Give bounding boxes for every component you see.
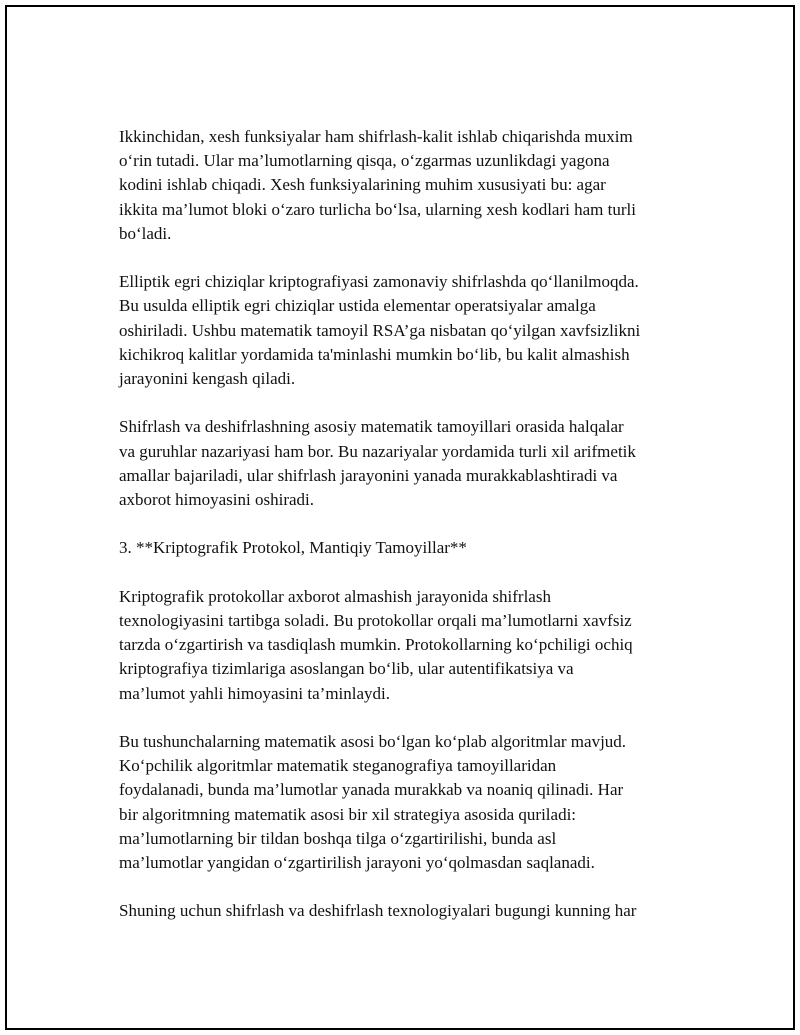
text-line: axborot himoyasini oshiradi. (119, 490, 315, 510)
text-line: Bu usulda elliptik egri chiziqlar ustida elementar operatsiyalar amalga (119, 296, 596, 316)
text-line: kichikroq kalitlar yordamida ta'minlashi mumkin bo‘lib, bu kalit almashish (119, 344, 630, 364)
text-line: amallar bajariladi, ular shifrlash jarayonini yanada murakkablashtiradi va (119, 465, 618, 485)
text-line: Kriptografik protokollar axborot almashish jarayonida shifrlash (119, 586, 551, 606)
document-body (119, 125, 709, 948)
text-line: ma’lumot yahli himoyasini ta’minlaydi. (119, 683, 391, 703)
text-line: jarayonini kengash qiladi. (119, 369, 296, 389)
heading-line: 3. **Kriptografik Protokol, Mantiqiy Tamoyillar** (119, 538, 467, 558)
paragraph-algorithms (119, 730, 709, 875)
page-frame (5, 5, 795, 1030)
section-heading (119, 536, 709, 560)
text-line: Bu tushunchalarning matematik asosi bo‘lgan ko‘plab algoritmlar mavjud. (119, 732, 627, 751)
text-line: foydalanadi, bunda ma’lumotlar yanada murakkab va noaniq qilinadi. Har (119, 780, 624, 800)
paragraph-rings-groups (119, 415, 709, 512)
text-line: bir algoritmning matematik asosi bir xil strategiya asosida quriladi: (119, 804, 577, 824)
text-line: Ikkinchidan, xesh funksiyalar ham shifrlash-kalit ishlab chiqarishda muxim (119, 127, 633, 146)
text-line: ma’lumotlarning bir tildan boshqa tilga o‘zgartirilishi, bunda asl (119, 828, 557, 848)
paragraph-protocols (119, 585, 709, 706)
text-line: Elliptik egri chiziqlar kriptografiyasi zamonaviy shifrlashda qo‘llanilmoqda. (119, 272, 639, 292)
text-line: o‘rin tutadi. Ular ma’lumotlarning qisqa, o‘zgarmas uzunlikdagi yagona (119, 151, 610, 171)
text-line: kriptografiya tizimlariga asoslangan bo‘lib, ular autentifikatsiya va (119, 659, 574, 679)
text-line: kodini ishlab chiqadi. Xesh funksiyalarining muhim xususiyati bu: agar (119, 175, 606, 195)
text-line: Shifrlash va deshifrlashning asosiy matematik tamoyillari orasida halqalar (119, 417, 624, 437)
text-line: bo‘ladi. (119, 223, 172, 243)
paragraph-hash-functions (119, 125, 709, 246)
paragraph-elliptic-curves (119, 270, 709, 391)
text-line: Shuning uchun shifrlash va deshifrlash texnologiyalari bugungi kunning har (119, 901, 637, 921)
text-line: tarzda o‘zgartirish va tasdiqlash mumkin. Protokollarning ko‘pchiligi ochiq (119, 635, 633, 655)
text-line: va guruhlar nazariyasi ham bor. Bu nazariyalar yordamida turli xil arifmetik (119, 441, 636, 461)
text-line: texnologiyasini tartibga soladi. Bu protokollar orqali ma’lumotlarni xavfsiz (119, 611, 632, 630)
paragraph-conclusion (119, 899, 709, 923)
text-line: oshiriladi. Ushbu matematik tamoyil RSA’ga nisbatan qo‘yilgan xavfsizlikni (119, 320, 641, 340)
text-line: ikkita ma’lumot bloki o‘zaro turlicha bo‘lsa, ularning xesh kodlari ham turli (119, 199, 636, 219)
text-line: ma’lumotlar yangidan o‘zgartirilish jarayoni yo‘qolmasdan saqlanadi. (119, 853, 595, 873)
text-line: Ko‘pchilik algoritmlar matematik steganografiya tamoyillaridan (119, 756, 557, 776)
